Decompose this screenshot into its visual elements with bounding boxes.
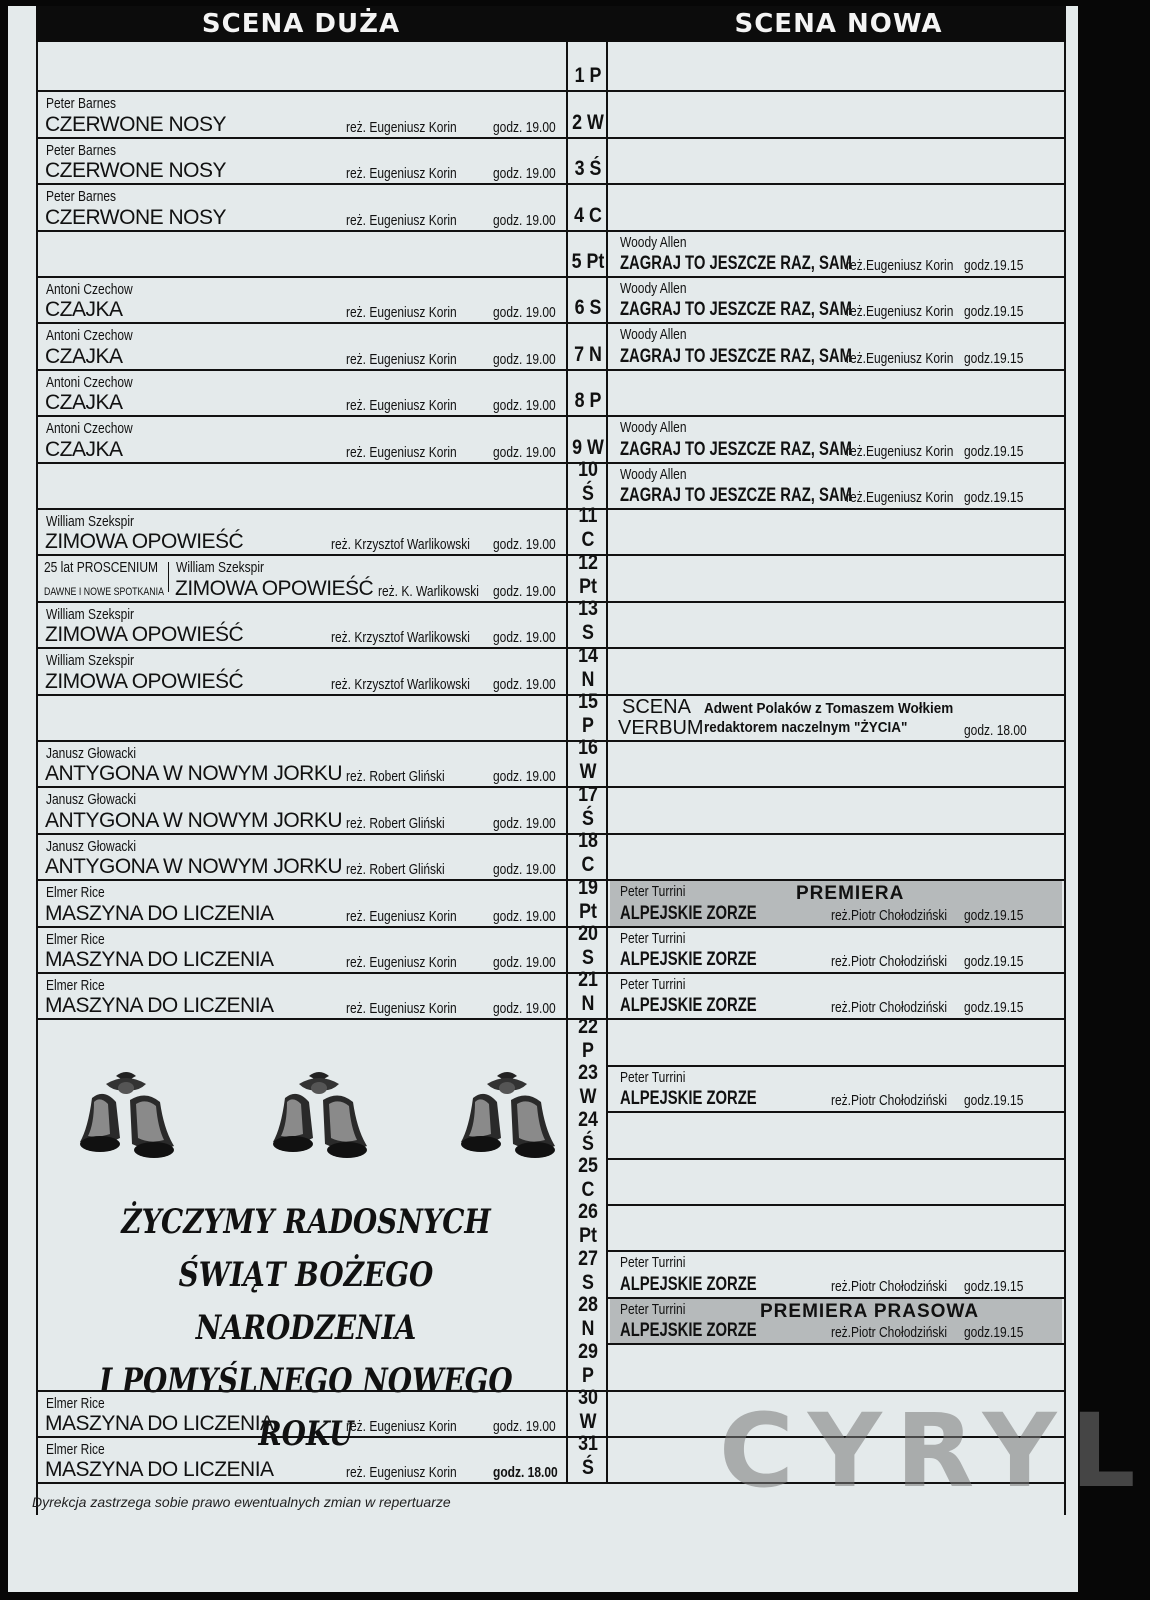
proscenium-divider: [168, 562, 169, 592]
day-label: 13 S: [578, 597, 598, 645]
author: Peter Barnes: [46, 95, 117, 113]
director: reż. Krzysztof Warlikowski: [331, 629, 470, 647]
director: reż. Robert Gliński: [346, 861, 445, 879]
play-title: CZAJKA: [45, 437, 123, 461]
schedule-row: [38, 736, 1064, 788]
author: Peter Turrini: [620, 1068, 686, 1086]
play-title: ALPEJSKIE ZORZE: [620, 1088, 757, 1110]
day-label: 27 S: [578, 1246, 598, 1294]
schedule-row: [38, 278, 1064, 324]
schedule-row: [38, 875, 1064, 927]
author: William Szekspir: [46, 652, 135, 670]
showtime: godz. 19.00: [493, 304, 556, 322]
play-title: MASZYNA DO LICZENIA: [45, 1458, 274, 1482]
showtime: godz. 19.00: [493, 211, 556, 229]
play-title: MASZYNA DO LICZENIA: [45, 994, 274, 1018]
author: Elmer Rice: [46, 977, 105, 994]
author: Elmer Rice: [46, 930, 105, 948]
showtime: godz.19.15: [964, 442, 1024, 460]
director: reż. Eugeniusz Korin: [346, 907, 457, 925]
author: Peter Turrini: [620, 929, 686, 947]
showtime: godz. 18.00: [964, 721, 1027, 739]
schedule-row: [38, 782, 1064, 834]
director: reż.Eugeniusz Korin: [846, 303, 954, 321]
director: reż. Eugeniusz Korin: [346, 350, 457, 368]
director: reż. Robert Gliński: [346, 814, 445, 832]
director: reż. Eugeniusz Korin: [346, 443, 457, 461]
holiday-greeting: [85, 1196, 528, 1461]
showtime: godz.19.15: [964, 952, 1024, 970]
greeting-line-1: ŻYCZYMY RADOSNYCH: [121, 1202, 491, 1242]
play-title: ALPEJSKIE ZORZE: [620, 1320, 757, 1342]
showtime: godz. 19.00: [493, 536, 556, 554]
play-title: ZAGRAJ TO JESZCZE RAZ, SAM: [620, 299, 852, 321]
event-line-1: Adwent Polaków z Tomaszem Wołkiem: [704, 699, 954, 717]
showtime: godz. 19.00: [493, 768, 556, 786]
showtime: godz.19.15: [964, 256, 1024, 274]
day-column-left-line: [566, 42, 568, 1484]
play-title: ZIMOWA OPOWIEŚĆ: [45, 623, 244, 647]
play-title: ZIMOWA OPOWIEŚĆ: [175, 576, 374, 600]
author: William Szekspir: [46, 605, 135, 623]
play-title: CZAJKA: [45, 344, 123, 368]
schedule-row: [38, 504, 1064, 556]
schedule-row: [38, 921, 1064, 974]
author: Elmer Rice: [46, 1441, 105, 1458]
schedule-row: [38, 324, 1064, 370]
director: reż. Eugeniusz Korin: [346, 1417, 457, 1435]
schedule-row: [38, 829, 1064, 881]
day-label: 4 C: [574, 203, 602, 227]
play-title: ZIMOWA OPOWIEŚĆ: [45, 530, 244, 554]
day-label: 14 N: [578, 643, 598, 691]
play-title: ZAGRAJ TO JESZCZE RAZ, SAM: [620, 345, 852, 367]
director: reż. Eugeniusz Korin: [346, 397, 457, 415]
showtime: godz. 19.00: [493, 443, 556, 461]
schedule-row: [38, 597, 1064, 649]
play-title: ALPEJSKIE ZORZE: [620, 1273, 757, 1295]
day-label: 26 Pt: [578, 1200, 598, 1248]
play-title: CZAJKA: [45, 298, 123, 322]
author: Peter Turrini: [620, 1254, 686, 1272]
showtime: godz. 19.00: [493, 165, 556, 183]
director: reż. Eugeniusz Korin: [346, 211, 457, 229]
director: reż.Eugeniusz Korin: [846, 442, 954, 460]
director: reż.Piotr Chołodziński: [831, 952, 948, 970]
play-title: ZIMOWA OPOWIEŚĆ: [45, 669, 244, 693]
author: Antoni Czechow: [46, 281, 133, 298]
day-label: 21 N: [578, 968, 598, 1016]
day-label: 1 P: [574, 64, 602, 88]
day-label: 15 P: [578, 689, 598, 737]
director: reż. Krzysztof Warlikowski: [331, 675, 470, 693]
schedule-row: [38, 417, 1064, 463]
day-label: 2 W: [572, 110, 604, 134]
day-label: 8 P: [574, 389, 602, 413]
premiere-badge: PREMIERA: [796, 883, 905, 905]
showtime: godz. 19.00: [493, 953, 556, 971]
day-label: 16 W: [578, 736, 598, 784]
play-title: MASZYNA DO LICZENIA: [45, 947, 274, 971]
author: Elmer Rice: [46, 884, 105, 902]
schedule-row: [38, 92, 1064, 138]
schedule-row: [38, 139, 1064, 185]
showtime: godz. 19.00: [493, 118, 556, 136]
day-label: 18 C: [578, 829, 598, 877]
play-title: CZAJKA: [45, 391, 123, 415]
play-title: ZAGRAJ TO JESZCZE RAZ, SAM: [620, 252, 852, 274]
author: Peter Turrini: [620, 976, 686, 993]
greeting-block-top: [38, 1018, 568, 1020]
director: reż.Eugeniusz Korin: [846, 349, 954, 367]
play-title: MASZYNA DO LICZENIA: [45, 1411, 274, 1435]
showtime: godz.19.15: [964, 906, 1024, 924]
day-label: 9 W: [572, 435, 604, 459]
author: Woody Allen: [620, 233, 687, 251]
author: Janusz Głowacki: [46, 791, 137, 809]
play-title: ANTYGONA W NOWYM JORKU: [45, 762, 343, 786]
director: reż. Eugeniusz Korin: [346, 304, 457, 322]
author: Woody Allen: [620, 419, 687, 437]
event-line-2: redaktorem naczelnym "ŻYCIA": [704, 718, 908, 736]
play-title: CZERWONE NOSY: [45, 159, 226, 183]
schedule-row: [38, 185, 1064, 231]
author: Antoni Czechow: [46, 327, 133, 345]
director: reż.Eugeniusz Korin: [846, 488, 954, 506]
day-label: 7 N: [574, 342, 602, 366]
play-title: CZERWONE NOSY: [45, 205, 226, 229]
day-label: 31 Ś: [578, 1432, 598, 1480]
day-label: 22 P: [578, 1014, 598, 1062]
showtime: godz.19.15: [964, 349, 1024, 367]
author: Peter Turrini: [620, 1300, 686, 1318]
showtime: godz. 19.00: [493, 629, 556, 647]
play-title: ALPEJSKIE ZORZE: [620, 995, 757, 1017]
showtime: godz. 19.00: [493, 907, 556, 925]
day-label: 29 P: [578, 1339, 598, 1387]
day-label: 12 Pt: [578, 550, 598, 598]
director: reż.Eugeniusz Korin: [846, 256, 954, 274]
author: Woody Allen: [620, 280, 687, 297]
author: Peter Turrini: [620, 883, 686, 901]
author: Janusz Głowacki: [46, 837, 137, 855]
author: Peter Barnes: [46, 141, 117, 159]
play-title: ZAGRAJ TO JESZCZE RAZ, SAM: [620, 438, 852, 460]
showtime: godz. 19.00: [493, 350, 556, 368]
director: reż. Robert Gliński: [346, 768, 445, 786]
schedule-row: [38, 643, 1064, 695]
scena-verbum-top: SCENA: [622, 695, 691, 718]
director: reż. Krzysztof Warlikowski: [331, 536, 470, 554]
archive-watermark: CYRYL: [719, 1392, 1150, 1511]
play-title: ANTYGONA W NOWYM JORKU: [45, 855, 343, 879]
director: reż.Piotr Chołodziński: [831, 1092, 948, 1110]
day-label: 10 Ś: [578, 457, 598, 505]
director: reż. Eugeniusz Korin: [346, 1464, 457, 1482]
showtime: godz. 19.00: [493, 582, 556, 600]
schedule-row: [38, 1014, 1064, 1066]
play-title: ANTYGONA W NOWYM JORKU: [45, 808, 343, 832]
author: William Szekspir: [46, 513, 135, 530]
showtime: godz.19.15: [964, 999, 1024, 1017]
director: reż.Piotr Chołodziński: [831, 1277, 948, 1295]
proscenium-sub: DAWNE I NOWE SPOTKANIA: [44, 585, 164, 598]
schedule-row: [38, 232, 1064, 278]
author: Elmer Rice: [46, 1394, 105, 1412]
scene-large-heading: SCENA DUŻA: [201, 9, 401, 39]
director: reż.Piotr Chołodziński: [831, 1324, 948, 1342]
director: reż.Piotr Chołodziński: [831, 999, 948, 1017]
author: Woody Allen: [620, 465, 687, 483]
day-label: 11 C: [578, 504, 598, 552]
day-label: 6 S: [574, 296, 602, 320]
showtime: godz.19.15: [964, 1324, 1024, 1342]
director: reż. Eugeniusz Korin: [346, 118, 457, 136]
day-label: 5 Pt: [571, 249, 605, 273]
schedule-row: [38, 550, 1064, 602]
day-label: 23 W: [578, 1061, 598, 1109]
author: Antoni Czechow: [46, 420, 133, 438]
day-label: 20 S: [578, 921, 598, 969]
proscenium-label: 25 lat PROSCENIUM: [44, 559, 159, 577]
showtime: godz. 19.00: [493, 397, 556, 415]
day-label: 28 N: [578, 1293, 598, 1341]
director: reż.Piotr Chołodziński: [831, 906, 948, 924]
greeting-line-2: ŚWIĄT BOŻEGO NARODZENIA: [178, 1255, 434, 1348]
day-label: 17 Ś: [578, 782, 598, 830]
schedule-row: [38, 968, 1064, 1020]
schedule-row: [38, 689, 1064, 742]
christmas-bells-icon: [451, 1068, 563, 1173]
scene-new-heading: SCENA NOWA: [734, 9, 943, 39]
day-label: 19 Pt: [578, 875, 598, 923]
showtime: godz. 18.00: [493, 1464, 558, 1482]
showtime: godz. 19.00: [493, 675, 556, 693]
director: reż. Eugeniusz Korin: [346, 1000, 457, 1018]
disclaimer-footnote: Dyrekcja zastrzega sobie prawo ewentualnych zmian w repertuarze: [32, 1494, 451, 1510]
day-column-right-line: [606, 42, 608, 1484]
schedule-row: [38, 46, 1064, 92]
author: Peter Barnes: [46, 188, 117, 206]
schedule-row: [38, 371, 1064, 417]
greeting-line-3: I POMYŚLNEGO NOWEGO ROKU: [99, 1361, 513, 1454]
director: reż. Eugeniusz Korin: [346, 165, 457, 183]
author: Antoni Czechow: [46, 373, 133, 391]
play-title: ZAGRAJ TO JESZCZE RAZ, SAM: [620, 484, 852, 506]
showtime: godz. 19.00: [493, 1417, 556, 1435]
scena-verbum-bottom: VERBUM: [618, 716, 704, 739]
day-label: 25 C: [578, 1153, 598, 1201]
header-bar: [36, 6, 1066, 42]
author: Woody Allen: [620, 326, 687, 344]
day-label: 24 Ś: [578, 1107, 598, 1155]
play-title: ALPEJSKIE ZORZE: [620, 902, 757, 924]
director: reż. K. Warlikowski: [378, 582, 479, 600]
showtime: godz.19.15: [964, 1277, 1024, 1295]
author: William Szekspir: [176, 559, 265, 577]
christmas-bells-icon: [70, 1068, 182, 1173]
repertoire-sheet: [8, 6, 1150, 1592]
showtime: godz.19.15: [964, 488, 1024, 506]
day-label: 30 W: [578, 1385, 598, 1433]
showtime: godz.19.15: [964, 1092, 1024, 1110]
play-title: CZERWONE NOSY: [45, 112, 226, 136]
premiere-badge: PREMIERA PRASOWA: [760, 1300, 980, 1322]
christmas-bells-icon: [263, 1068, 375, 1173]
play-title: MASZYNA DO LICZENIA: [45, 901, 274, 925]
showtime: godz. 19.00: [493, 861, 556, 879]
showtime: godz.19.15: [964, 303, 1024, 321]
play-title: ALPEJSKIE ZORZE: [620, 948, 757, 970]
showtime: godz. 19.00: [493, 1000, 556, 1018]
director: reż. Eugeniusz Korin: [346, 953, 457, 971]
day-label: 3 Ś: [574, 157, 602, 181]
author: Janusz Głowacki: [46, 745, 137, 762]
schedule-row: [38, 457, 1064, 510]
showtime: godz. 19.00: [493, 814, 556, 832]
